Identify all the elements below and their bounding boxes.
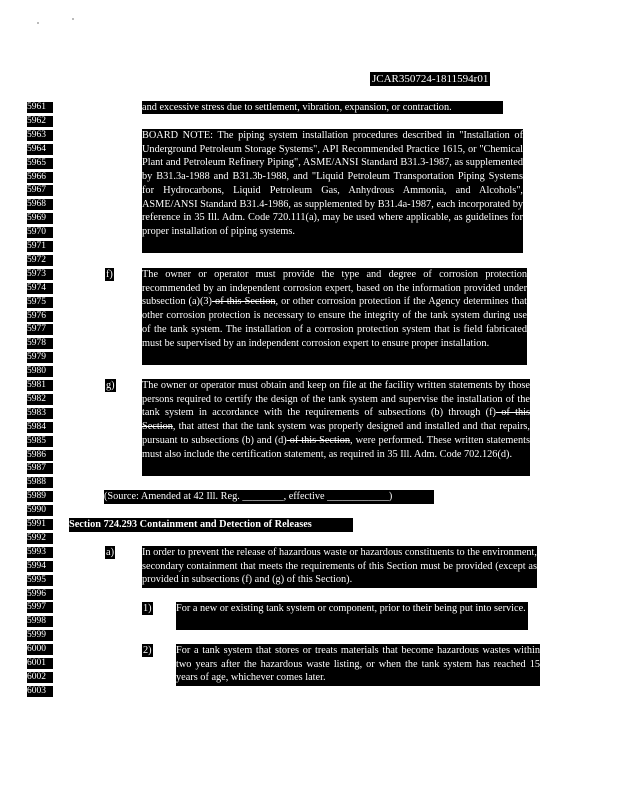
- deleted-text: of this Section: [286, 434, 351, 446]
- line-number: 5994: [27, 561, 53, 572]
- item-1-label: 1): [143, 603, 152, 614]
- line-number: 5965: [27, 158, 53, 169]
- scan-speck: [72, 18, 74, 20]
- source-note: (Source: Amended at 42 Ill. Reg. ________, effective ____________): [104, 490, 434, 504]
- line-number: 5988: [27, 477, 53, 488]
- item-1-text: For a new or existing tank system or component, prior to their being put into service.: [176, 602, 528, 630]
- line-number: 5998: [27, 616, 53, 627]
- line-number: 5997: [27, 602, 53, 613]
- subsection-g-label: g): [106, 380, 115, 391]
- deleted-text: of this Section: [211, 296, 276, 308]
- line-number: 5991: [27, 519, 53, 530]
- line-number: 5975: [27, 297, 53, 308]
- line-number: 5981: [27, 380, 53, 391]
- subsection-a-text: In order to prevent the release of hazardous waste or hazardous constituents to the environment, secondary containment that meets the requirements of this Section must be provided (except as provided in subsections (f) and (g) of this Section).: [142, 546, 537, 588]
- subsection-g-text: [142, 379, 530, 476]
- line-number: 5985: [27, 436, 53, 447]
- subsection-a-label: a): [106, 547, 114, 558]
- subsection-g-text-2: , that attest that the tank system was properly designed and installed and that repairs, pursuant to subsections (b) and (d): [142, 421, 530, 446]
- line-number: 5995: [27, 575, 53, 586]
- document-id: JCAR350724-1811594r01: [372, 73, 489, 85]
- line-number: 5983: [27, 408, 53, 419]
- subsection-g-text-3: , were performed. These written statements must also include the certification statement, as required in 35 Ill. Adm. Code 702.126(d).: [142, 434, 530, 460]
- line-number: 5987: [27, 463, 53, 474]
- item-2-text: For a tank system that stores or treats materials that become hazardous wastes within two years after the hazardous waste listing, or when the tank system has reached 15 years of age, whichever comes later.: [176, 644, 540, 686]
- line-number: 5971: [27, 241, 53, 252]
- line-number: 6002: [27, 672, 53, 683]
- deleted-text: of this Section: [142, 407, 530, 433]
- line-number: 5963: [27, 130, 53, 141]
- line-number: 5974: [27, 283, 53, 294]
- line-number: 5979: [27, 352, 53, 363]
- line-number: 5976: [27, 311, 53, 322]
- line-number: 5980: [27, 366, 53, 377]
- board-note: BOARD NOTE: The piping system installation procedures described in "Installation of Underground Petroleum Storage Systems", API Recommended Practice 1615, or "Chemical Plant and Petroleum Refinery Piping", ASME/ANSI Standard B31.3-1987, as supplemented by B31.3a-1988 and B31.3b-1988, and "Liquid Petroleum Transportation Piping Systems for Hydrocarbons, Liquid Petroleum Gas, Anhydrous Ammonia, and Alcohols", ASME/ANSI Standard B31.4-1986, as supplemented by B31.4a-1987, each incorporated by reference in 35 Ill. Adm. Code 720.111(a), may be used where applicable, as guidelines for proper installation of piping systems.: [142, 129, 523, 253]
- line-number: 5968: [27, 199, 53, 210]
- subsection-f-text: [142, 268, 527, 365]
- line-number: 5969: [27, 213, 53, 224]
- line-number: 5972: [27, 255, 53, 266]
- line-number: 5989: [27, 491, 53, 502]
- line-number: 5978: [27, 338, 53, 349]
- line-number: 5964: [27, 144, 53, 155]
- line-number: 5977: [27, 324, 53, 335]
- line-number: 5986: [27, 450, 53, 461]
- line-number: 5961: [27, 102, 53, 113]
- item-2-label: 2): [143, 645, 152, 656]
- line-number: 5996: [27, 589, 53, 600]
- line-number: 5973: [27, 269, 53, 280]
- paragraph-continuation: and excessive stress due to settlement, vibration, expansion, or contraction.: [142, 101, 503, 114]
- line-number: 5970: [27, 227, 53, 238]
- scan-speck: [37, 22, 39, 24]
- line-number: 5999: [27, 630, 53, 641]
- line-number: 5962: [27, 116, 53, 127]
- line-number: 5982: [27, 394, 53, 405]
- line-number: 5967: [27, 185, 53, 196]
- subsection-f-label: f): [106, 269, 113, 280]
- section-heading: Section 724.293 Containment and Detection of Releases: [69, 518, 353, 532]
- subsection-f-text-2: , or other corrosion protection if the Agency determines that other corrosion protection is necessary to ensure the integrity of the tank system during use of the tank system. The installation of a corrosion protection system that is field fabricated must be supervised by an independent corrosion expert to ensure proper installation.: [142, 296, 527, 349]
- subsection-f-text-1: The owner or operator must provide the type and degree of corrosion protection recommended by an independent corrosion expert, based on the information provided under subsection (a)(3): [142, 269, 527, 308]
- line-number: 5984: [27, 422, 53, 433]
- line-number: 5992: [27, 533, 53, 544]
- line-number: 5990: [27, 505, 53, 516]
- line-number: 5993: [27, 547, 53, 558]
- line-number: 6001: [27, 658, 53, 669]
- line-number: 5966: [27, 172, 53, 183]
- subsection-g-text-1: The owner or operator must obtain and keep on file at the facility written statements by those persons required to certify the design of the tank system and supervise the installation of the tank system in accordance with the requirements of subsections (b) through (f): [142, 380, 530, 419]
- line-number: 6000: [27, 644, 53, 655]
- line-number: 6003: [27, 686, 53, 697]
